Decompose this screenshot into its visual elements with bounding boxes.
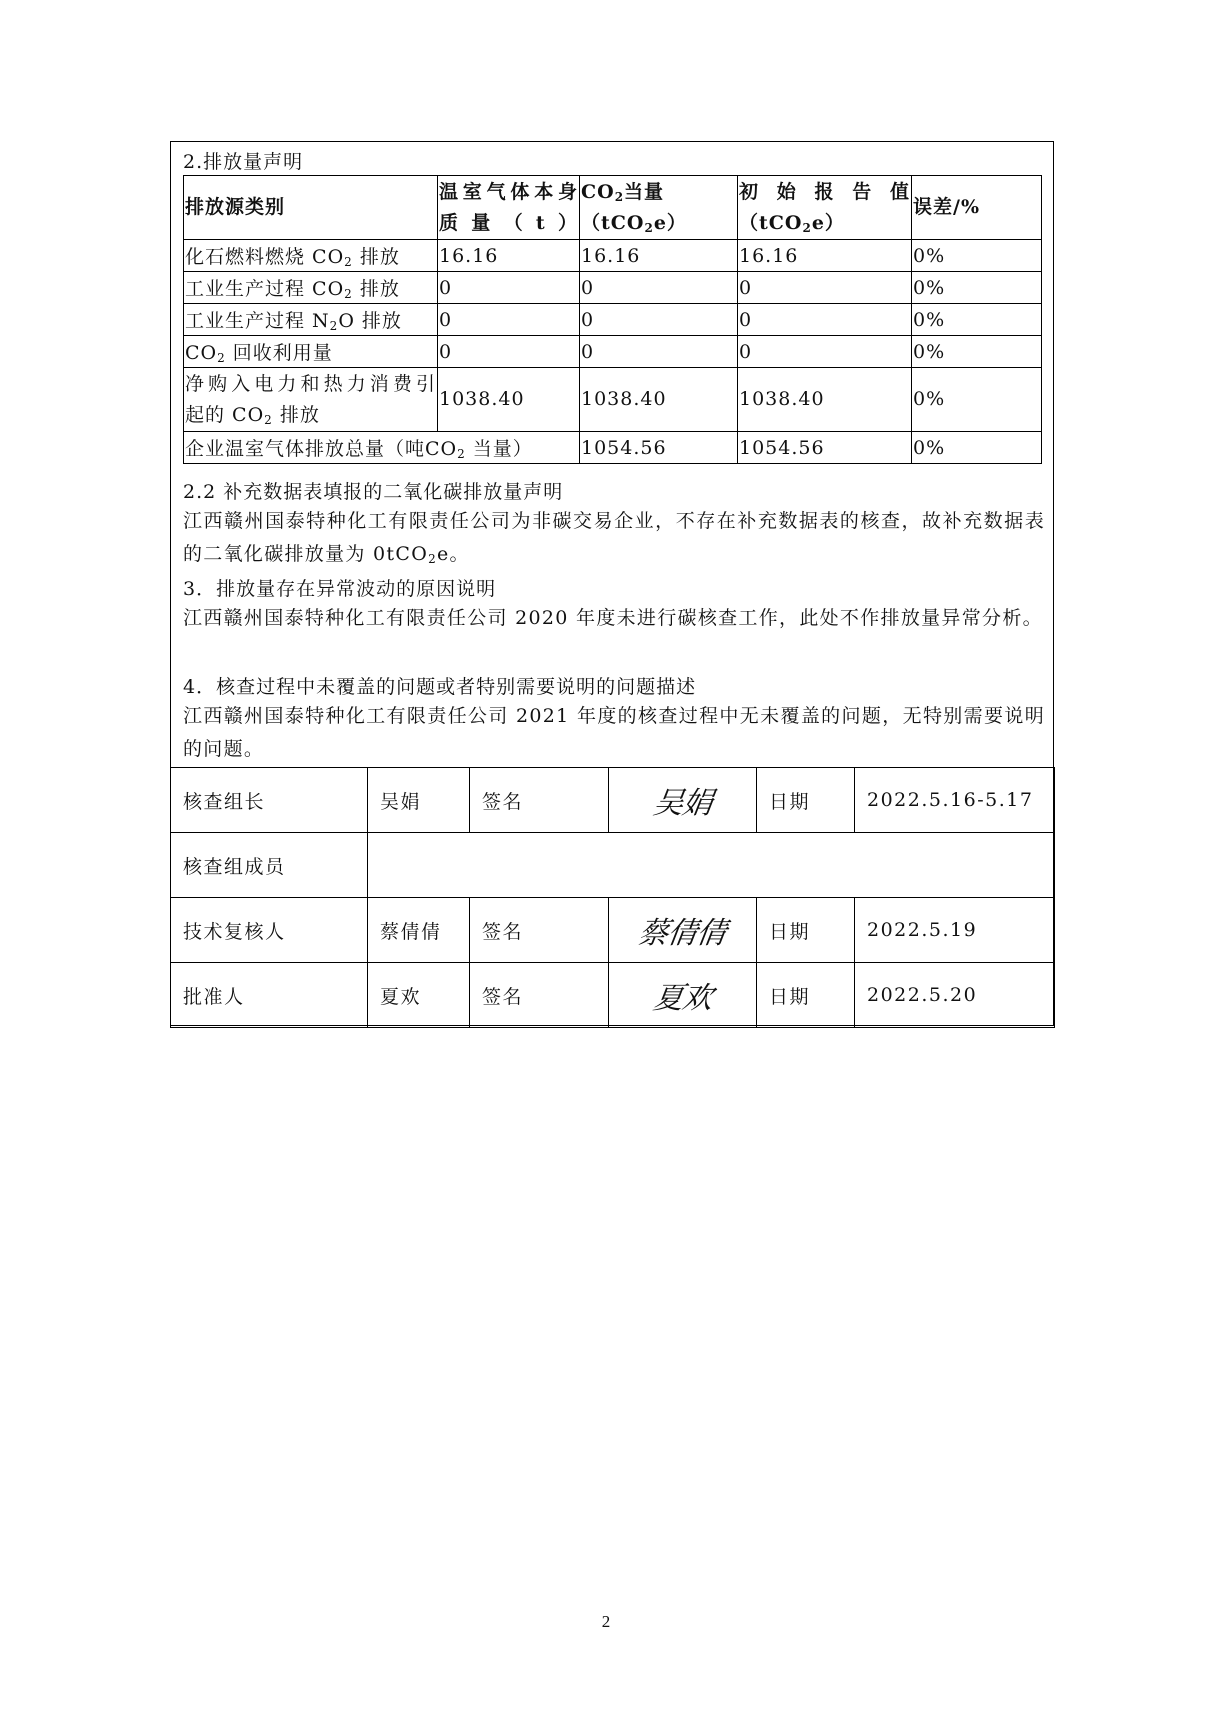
row-co2e: 0: [580, 336, 738, 368]
row-co2e: 0: [580, 272, 738, 304]
sign-label: 签名: [470, 963, 609, 1028]
row-mass: 0: [438, 336, 580, 368]
header-mass: 温室气体本身质量（t）: [438, 176, 580, 240]
row-mass: 16.16: [438, 240, 580, 272]
approver-label: 批准人: [171, 963, 368, 1028]
row-initial: 1054.56: [738, 432, 912, 464]
row-source: $CO_2$ 回收利用量: [184, 336, 438, 368]
header-source: 排放源类别: [184, 176, 438, 240]
leader-date: 2022.5.16-5.17: [855, 768, 1055, 833]
date-label: 日期: [757, 898, 855, 963]
header-error: 误差/%: [912, 176, 1042, 240]
header-initial: 初始报告值 （tCO$_2$e）: [738, 176, 912, 240]
row-co2e: 1038.40: [580, 368, 738, 432]
section-4-title: 4．核查过程中未覆盖的问题或者特别需要说明的问题描述: [183, 676, 697, 698]
section-2-2-text: 江西赣州国泰特种化工有限责任公司为非碳交易企业，不存在补充数据表的核查，故补充数据表的二氧化碳排放量为 0tCO$_2$e。: [183, 510, 1045, 566]
approver-signature: [609, 963, 757, 1028]
page-number: 2: [601, 1612, 611, 1631]
leader-label: 核查组长: [171, 768, 368, 833]
row-initial: 0: [738, 336, 912, 368]
members-label: 核查组成员: [171, 833, 368, 898]
section-2-title: 2.排放量声明: [183, 151, 304, 173]
handwritten-signature: 吴娟: [650, 786, 714, 821]
row-error: 0%: [912, 240, 1042, 272]
row-source: 工业生产过程 $N_2O$ 排放: [184, 304, 438, 336]
row-source: 化石燃料燃烧 $CO_2$ 排放: [184, 240, 438, 272]
report-frame: [170, 141, 1054, 1026]
row-error: 0%: [912, 432, 1042, 464]
section-4-text: 江西赣州国泰特种化工有限责任公司 2021 年度的核查过程中无未覆盖的问题，无特别需要说明的问题。: [183, 705, 1045, 760]
handwritten-signature: 蔡倩倩: [636, 916, 728, 951]
section-3-text: 江西赣州国泰特种化工有限责任公司 2020 年度未进行碳核查工作，此处不作排放量异常分析。: [183, 607, 1043, 629]
handwritten-signature: 夏欢: [650, 981, 714, 1016]
row-error: 0%: [912, 272, 1042, 304]
row-error: 0%: [912, 368, 1042, 432]
emissions-table: [183, 175, 1042, 464]
signature-row-approver: [171, 963, 1055, 1028]
row-error: 0%: [912, 336, 1042, 368]
section-3-title: 3．排放量存在异常波动的原因说明: [183, 578, 497, 600]
row-initial: 0: [738, 304, 912, 336]
members-value: [368, 833, 1055, 898]
header-co2e: $CO_2$当量（tCO$_2$e）: [580, 176, 738, 240]
table-row: [184, 272, 1042, 304]
row-mass: 0: [438, 304, 580, 336]
row-initial: 16.16: [738, 240, 912, 272]
leader-name: 吴娟: [368, 768, 470, 833]
reviewer-label: 技术复核人: [171, 898, 368, 963]
date-label: 日期: [757, 963, 855, 1028]
emissions-header-row: [184, 176, 1042, 240]
approver-name: 夏欢: [368, 963, 470, 1028]
table-row: [184, 304, 1042, 336]
section-2-2-title: 2.2 补充数据表填报的二氧化碳排放量声明: [183, 481, 564, 503]
row-co2e: 1054.56: [580, 432, 738, 464]
reviewer-signature: [609, 898, 757, 963]
date-label: 日期: [757, 768, 855, 833]
table-row: [184, 240, 1042, 272]
reviewer-date: 2022.5.19: [855, 898, 1055, 963]
sign-label: 签名: [470, 768, 609, 833]
row-source: 工业生产过程 $CO_2$ 排放: [184, 272, 438, 304]
row-source: 净购入电力和热力消费引 起的 $CO_2$ 排放: [184, 368, 438, 432]
sign-label: 签名: [470, 898, 609, 963]
row-mass: 1038.40: [438, 368, 580, 432]
signature-row-members: [171, 833, 1055, 898]
signature-row-reviewer: [171, 898, 1055, 963]
leader-signature: [609, 768, 757, 833]
signature-table: [170, 767, 1055, 1028]
row-initial: 0: [738, 272, 912, 304]
table-row-electricity: [184, 368, 1042, 432]
table-row: [184, 336, 1042, 368]
approver-date: 2022.5.20: [855, 963, 1055, 1028]
signature-row-leader: [171, 768, 1055, 833]
row-co2e: 0: [580, 304, 738, 336]
row-co2e: 16.16: [580, 240, 738, 272]
reviewer-name: 蔡倩倩: [368, 898, 470, 963]
table-row-total: [184, 432, 1042, 464]
row-initial: 1038.40: [738, 368, 912, 432]
row-source: 企业温室气体排放总量（吨$CO_2$ 当量）: [184, 432, 580, 464]
row-error: 0%: [912, 304, 1042, 336]
row-mass: 0: [438, 272, 580, 304]
